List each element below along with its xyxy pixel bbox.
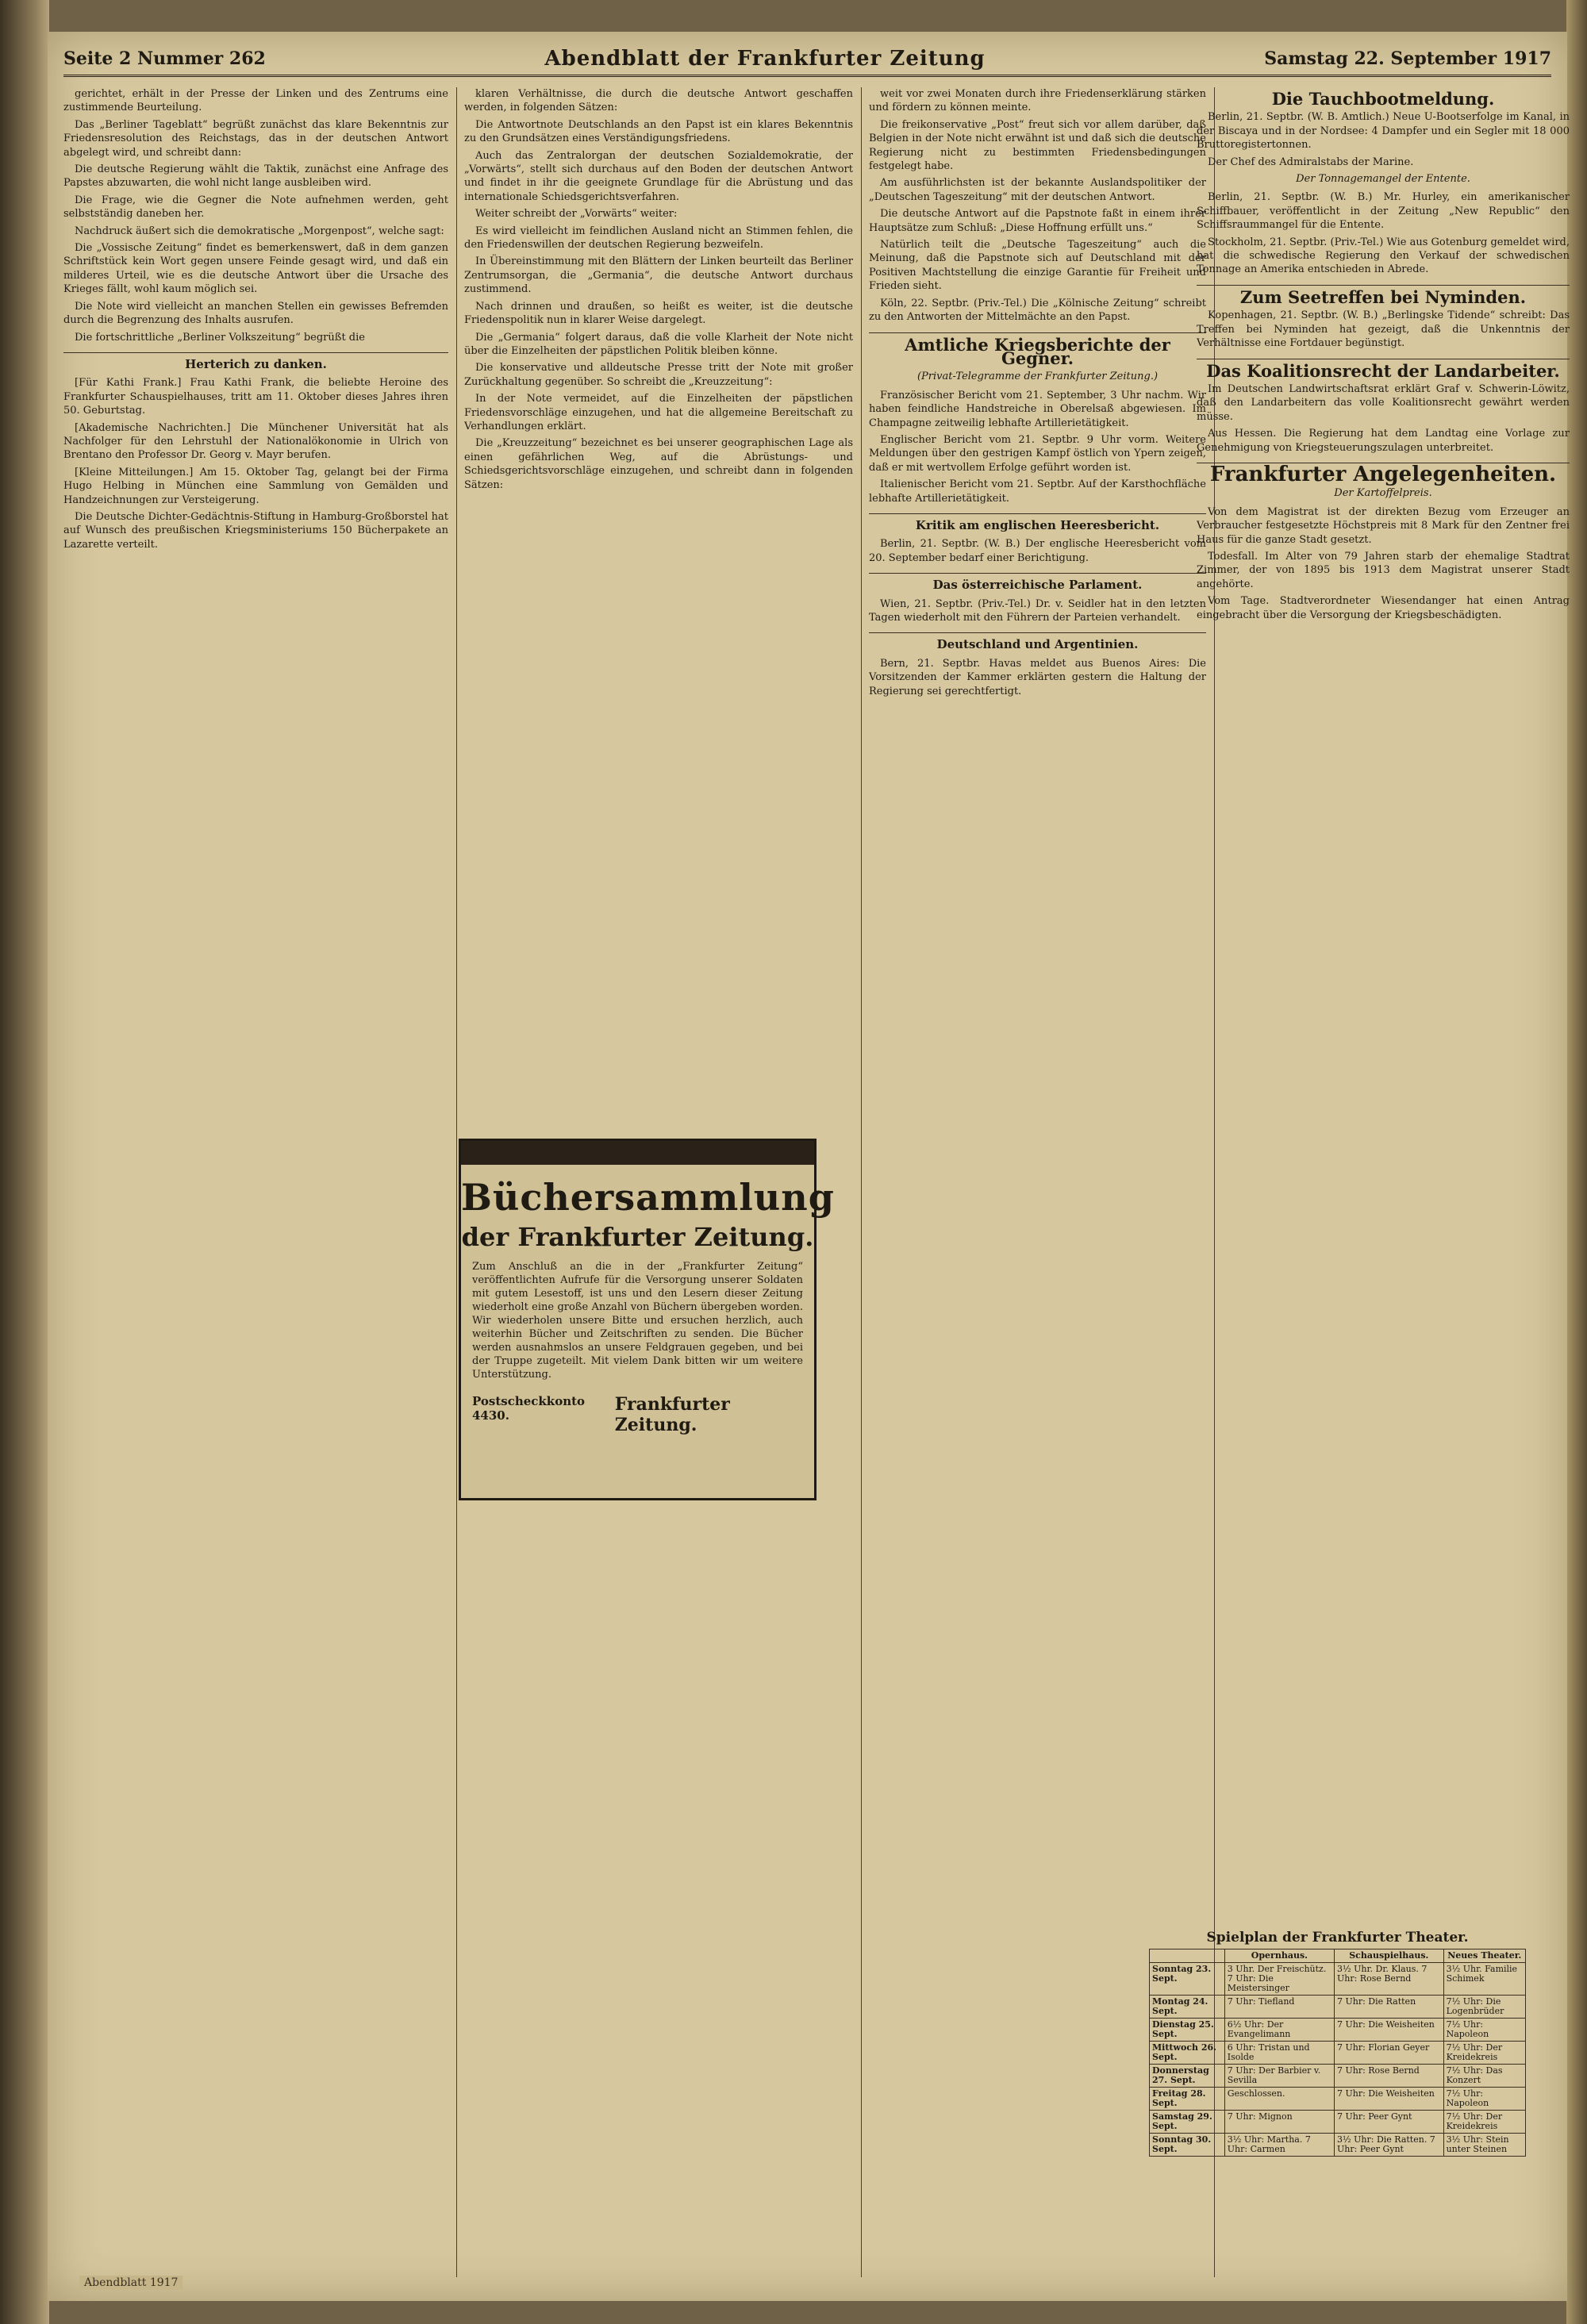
paragraph: Die deutsche Antwort auf die Papstnote faßt in einem ihrer Hauptsätze zum Schluß: „Diese Hoffnung erfüllt uns.“ [869,208,1206,234]
paragraph: Stockholm, 21. Septbr. (Priv.-Tel.) Wie aus Gotenburg gemeldet wird, hat die schwedische Regierung den Verkauf der schwedischen Tonnage an Amerika entschieden in Abrede. [1197,236,1570,276]
schedule-cell: 6 Uhr: Tristan und Isolde [1224,2042,1334,2065]
schedule-row [1150,2111,1526,2134]
paragraph: In Übereinstimmung mit den Blättern der Linken beurteilt das Berliner Zentrumsorgan, die „Germania“, die deutsche Antwort durchaus zustimmend. [464,255,853,296]
ad-postcheck: Postscheckkonto 4430. [472,1394,586,1423]
schedule-cell: 3½ Uhr: Stein unter Steinen [1443,2134,1525,2157]
paragraph: Aus Hessen. Die Regierung hat dem Landtag eine Vorlage zur Genehmigung von Kriegsteuerungszulagen unterbreitet. [1197,428,1570,454]
schedule-row [1150,2134,1526,2157]
paragraph: Berlin, 21. Septbr. (W. B.) Mr. Hurley, ein amerikanischer Schiffbauer, veröffentlicht in der Zeitung „New Republic“ den Schiffsraummangel für die Entente. [1197,191,1570,232]
column-rule [861,87,862,2277]
schedule-header: Schauspielhaus. [1334,1949,1443,1963]
schedule-cell: 7½ Uhr: Das Konzert [1443,2065,1525,2088]
page-number: Seite 2 Nummer 262 [63,48,266,69]
schedule-cell: 7 Uhr: Peer Gynt [1334,2111,1443,2134]
paragraph: Köln, 22. Septbr. (Priv.-Tel.) Die „Kölnische Zeitung“ schreibt zu den Antworten der Mittelmächte an den Papst. [869,297,1206,324]
schedule-row [1150,1963,1526,1996]
schedule-header: Neues Theater. [1443,1949,1525,1963]
paragraph: Das „Berliner Tageblatt“ begrüßt zunächst das klare Bekenntnis zur Friedensresolution des Reichstags, das in der deutschen Antwort abgelegt wird, und schreibt dann: [63,118,448,159]
column-rule [456,87,457,2277]
schedule-header-row [1150,1949,1526,1963]
column-4 [1197,87,1570,1928]
schedule-body [1150,1963,1526,2157]
section-subheading: Der Kartoffelpreis. [1334,487,1432,500]
paragraph: Die freikonservative „Post“ freut sich vor allem darüber, daß Belgien in der Note nicht erwähnt ist und daß sich die deutsche Regierung nicht zu bestimmten Friedensbedingungen festgelegt habe. [869,118,1206,173]
schedule-cell: 7 Uhr: Rose Bernd [1334,2065,1443,2088]
paragraph: Italienischer Bericht vom 21. Septbr. Auf der Karsthochfläche lebhafte Artillerietätigkeit. [869,478,1206,505]
paragraph: Die deutsche Regierung wählt die Taktik, zunächst eine Anfrage des Papstes abzuwarten, die wohl nicht lange ausbleiben wird. [63,163,448,190]
schedule-cell: 3 Uhr. Der Freischütz. 7 Uhr: Die Meistersinger [1224,1963,1334,1996]
paragraph: klaren Verhältnisse, die durch die deutsche Antwort geschaffen werden, in folgenden Sätzen: [464,88,853,114]
section-subheading: Der Tonnagemangel der Entente. [1296,173,1470,186]
schedule-cell: 7½ Uhr: Der Kreidekreis [1443,2111,1525,2134]
paragraph: Von dem Magistrat ist der direkten Bezug vom Erzeuger an Verbraucher festgesetzte Höchstpreis mit 8 Mark für den Zentner frei Haus für die ganze Stadt gesetzt. [1197,505,1570,546]
newspaper-page [48,32,1570,2301]
paragraph: Nach drinnen und draußen, so heißt es weiter, ist die deutsche Friedenspolitik nun in klarer Weise dargelegt. [464,300,853,327]
paragraph: Weiter schreibt der „Vorwärts“ weiter: [475,208,678,221]
paragraph: Die Antwortnote Deutschlands an den Papst ist ein klares Bekenntnis zu den Grundsätzen eines Verständigungsfriedens. [464,118,853,145]
paragraph: Kopenhagen, 21. Septbr. (W. B.) „Berlingske Tidende“ schreibt: Das Treffen bei Nyminden hat gezeigt, daß die Unkenntnis der Verhältnisse eine Fortdauer begünstigt. [1197,309,1570,350]
masthead [63,43,1551,77]
schedule-day: Mittwoch 26. Sept. [1150,2042,1225,2065]
schedule-cell: 7 Uhr: Die Ratten [1334,1996,1443,2019]
schedule-row [1150,2042,1526,2065]
schedule-cell: 3½ Uhr: Die Ratten. 7 Uhr: Peer Gynt [1334,2134,1443,2157]
section-heading: Kritik am englischen Heeresbericht. [869,513,1206,532]
paragraph: gerichtet, erhält in der Presse der Linken und des Zentrums eine zustimmende Beurteilung. [63,88,448,114]
schedule-day: Sonntag 23. Sept. [1150,1963,1225,1996]
paragraph: Die fortschrittliche „Berliner Volkszeitung“ begrüßt die [75,331,365,344]
section-heading: Zum Seetreffen bei Nyminden. [1197,285,1570,304]
schedule-row [1150,2019,1526,2042]
paragraph: Die „Kreuzzeitung“ bezeichnet es bei unserer geographischen Lage als einen gefährlichen Weg, auf die Abrüstungs- und Schiedsgerichtsvorschläge einzugehen, und schreibt dann in folgenden Sätzen: [464,437,853,491]
newspaper-title: Abendblatt der Frankfurter Zeitung [544,47,986,71]
schedule-cell: 7 Uhr: Der Barbier v. Sevilla [1224,2065,1334,2088]
schedule-day: Samstag 29. Sept. [1150,2111,1225,2134]
schedule-cell: 3½ Uhr. Familie Schimek [1443,1963,1525,1996]
paragraph: weit vor zwei Monaten durch ihre Friedenserklärung stärken und fördern zu können meinte. [869,88,1206,114]
paragraph: Vom Tage. Stadtverordneter Wiesendanger hat einen Antrag eingebracht über die Versorgung der Kriegsbeschädigten. [1197,595,1570,621]
ad-signature: Frankfurter Zeitung. [614,1394,730,1435]
section-heading: Das Koalitionsrecht der Landarbeiter. [1197,359,1570,378]
paragraph: Auch das Zentralorgan der deutschen Sozialdemokratie, der „Vorwärts“, stellt sich durchaus auf den Boden der deutschen Antwort und findet in ihr die geeignete Grundlage für die Abrüstung und das internationale Schiedsgerichtsverfahren. [464,149,853,203]
schedule-cell: Geschlossen. [1224,2088,1334,2111]
paragraph: Am ausführlichsten ist der bekannte Auslandspolitiker der „Deutschen Tageszeitung“ mit der deutschen Antwort. [869,177,1206,203]
schedule-cell: 7 Uhr: Florian Geyer [1334,2042,1443,2065]
paragraph: Todesfall. Im Alter von 79 Jahren starb der ehemalige Stadtrat Zimmer, der von 1895 bis 1913 dem Magistrat unserer Stadt angehörte. [1197,550,1570,590]
paragraph: Berlin, 21. Septbr. (W. B. Amtlich.) Neue U-Bootserfolge im Kanal, in der Biscaya und in der Nordsee: 4 Dampfer und ein Segler mit 18 000 Bruttoregistertonnen. [1197,111,1570,152]
ad-text: Zum Anschluß an die in der „Frankfurter Zeitung“ veröffentlichten Aufrufe für die Versorgung unserer Soldaten mit gutem Lesestoff, ist uns und den Lesern dieser Zeitung wiederholt eine große Anzahl von Büchern übergeben worden. Wir wiederholen unsere Bitte und ersuchen herzlich, auch weiterhin Bücher und Zeitschriften zu senden. Die Bücher werden ausnahmslos an unsere Feldgrauen gegeben, und bei der Truppe zugeteilt. Mit vielem Dank bitten wir um weitere Unterstützung. [472,1261,803,1381]
paragraph: [Kleine Mitteilungen.] Am 15. Oktober Tag, gelangt bei der Firma Hugo Helbing in München eine Sammlung von Gemälden und Handzeichnungen zur Versteigerung. [63,466,448,506]
section-heading: Das österreichische Parlament. [869,573,1206,592]
paragraph: Die Frage, wie die Gegner die Note aufnehmen werden, geht selbstständig daneben her. [63,194,448,221]
feuilleton-heading: Herterich zu danken. [63,352,448,371]
schedule-table [1149,1949,1526,2157]
schedule-row [1150,2065,1526,2088]
schedule-header: Opernhaus. [1224,1949,1334,1963]
paragraph: Die Deutsche Dichter-Gedächtnis-Stiftung in Hamburg-Großborstel hat auf Wunsch des preußischen Kriegsministeriums 150 Bücherpakete an Lazarette verteilt. [63,510,448,551]
paragraph: Die konservative und alldeutsche Presse tritt der Note mit großer Zurückhaltung gegenüber. So schreibt die „Kreuzzeitung“: [464,362,853,388]
issue-date: Samstag 22. September 1917 [1264,48,1551,69]
ad-title: Büchersammlung [461,1176,835,1219]
paragraph: Die „Germania“ folgert daraus, daß die volle Klarheit der Note nicht über die Einzelheiten der päpstlichen Politik bleiben könne. [464,331,853,357]
schedule-cell: 7 Uhr: Die Weisheiten [1334,2019,1443,2042]
column-1 [63,87,448,2277]
paragraph: Die Note wird vielleicht an manchen Stellen ein gewisses Befremden durch die Begrenzung des Inhalts ausrufen. [63,300,448,327]
paragraph: Nachdruck äußert sich die demokratische „Morgenpost“, welche sagt: [75,225,444,237]
paragraph: Es wird vielleicht im feindlichen Ausland nicht an Stimmen fehlen, die den Friedenswillen der deutschen Regierung bezweifeln. [464,225,853,252]
schedule-cell: 7½ Uhr: Die Logenbrüder [1443,1996,1525,2019]
paragraph: [Für Kathi Frank.] Frau Kathi Frank, die beliebte Heroine des Frankfurter Schauspielhauses, tritt am 11. Oktober dieses Jahres ihren 50. Geburtstag. [63,377,448,417]
schedule-day: Montag 24. Sept. [1150,1996,1225,2019]
theater-schedule [1149,1930,1526,2157]
schedule-day: Sonntag 30. Sept. [1150,2134,1225,2157]
schedule-cell: 7 Uhr: Die Weisheiten [1334,2088,1443,2111]
schedule-cell: 7½ Uhr: Napoleon [1443,2088,1525,2111]
section-heading-war-reports: Amtliche Kriegsberichte der Gegner. [869,332,1206,366]
paragraph: Bern, 21. Septbr. Havas meldet aus Buenos Aires: Die Vorsitzenden der Kammer erklärten gestern die Haltung der Regierung sei gerechtfertigt. [869,657,1206,697]
schedule-cell: 7 Uhr: Mignon [1224,2111,1334,2134]
schedule-day: Donnerstag 27. Sept. [1150,2065,1225,2088]
paragraph: Französischer Bericht vom 21. September, 3 Uhr nachm. Wir haben feindliche Handstreiche in Oberelsaß abgewiesen. Im Champagne zeitweilig lebhafte Artillerietätigkeit. [869,389,1206,429]
ad-subtitle: der Frankfurter Zeitung. [461,1222,814,1252]
section-heading-submarine: Die Tauchbootmeldung. [1271,89,1495,109]
paragraph: Englischer Bericht vom 21. Septbr. 9 Uhr vorm. Weitere Meldungen über den gestrigen Kampf östlich von Ypern zeigen, daß er mit wertvollem Erfolge geführt worden ist. [869,433,1206,474]
paragraph: Wien, 21. Septbr. (Priv.-Tel.) Dr. v. Seidler hat in den letzten Tagen wiederholt mit den Führern der Parteien verhandelt. [869,597,1206,624]
ad-footer [461,1389,814,1440]
schedule-cell: 7½ Uhr: Napoleon [1443,2019,1525,2042]
paragraph: [Akademische Nachrichten.] Die Münchener Universität hat als Nachfolger für den Lehrstuhl der Nationalökonomie in Ulrich von Brentano den Professor Dr. Georg v. Mayr berufen. [63,421,448,462]
paragraph: Im Deutschen Landwirtschaftsrat erklärt Graf v. Schwerin-Löwitz, daß den Landarbeitern das volle Koalitionsrecht gewährt werden müsse. [1197,382,1570,423]
section-subheading: (Privat-Telegramme der Frankfurter Zeitung.) [916,371,1159,383]
schedule-title: Spielplan der Frankfurter Theater. [1206,1930,1469,1946]
paragraph: Natürlich teilt die „Deutsche Tageszeitung“ auch die Meinung, daß die Papstnote sich auf Deutschland mit der Positiven Machtstellung die einzige Garantie für Freiheit und Frieden sieht. [869,239,1206,293]
schedule-row [1150,1996,1526,2019]
page-stamp: Abendblatt 1917 [79,2276,183,2290]
paragraph: Berlin, 21. Septbr. (W. B.) Der englische Heeresbericht vom 20. September bedarf einer Berichtigung. [869,538,1206,564]
schedule-cell: 7 Uhr: Tiefland [1224,1996,1334,2019]
schedule-cell: 3½ Uhr. Dr. Klaus. 7 Uhr: Rose Bernd [1334,1963,1443,1996]
book-binding [0,0,49,2324]
section-heading-local-news: Frankfurter Angelegenheiten. [1197,463,1570,482]
schedule-cell: 7½ Uhr: Der Kreidekreis [1443,2042,1525,2065]
schedule-day: Dienstag 25. Sept. [1150,2019,1225,2042]
paragraph: In der Note vermeidet, auf die Einzelheiten der päpstlichen Friedensvorschläge einzugehen, und hat die allgemeine Bereitschaft zu Verhandlungen erklärt. [464,393,853,432]
schedule-day: Freitag 28. Sept. [1150,2088,1225,2111]
paragraph: Die „Vossische Zeitung“ findet es bemerkenswert, daß in dem ganzen Schriftstück kein Wort gegen unsere Feinde gesagt wird, und daß ein milderes Urteil, wie es die deutsche Antwort über die Ursache des Krieges fällt, wohl kaum möglich sei. [63,242,448,296]
schedule-cell: 6½ Uhr: Der Evangelimann [1224,2019,1334,2042]
paragraph: Der Chef des Admiralstabs der Marine. [1208,156,1414,168]
schedule-row [1150,2088,1526,2111]
book-collection-ad [459,1139,835,1500]
schedule-cell: 3½ Uhr: Martha. 7 Uhr: Carmen [1224,2134,1334,2157]
ad-top-band [461,1141,814,1165]
schedule-header [1150,1949,1225,1963]
section-heading: Deutschland und Argentinien. [869,632,1206,651]
